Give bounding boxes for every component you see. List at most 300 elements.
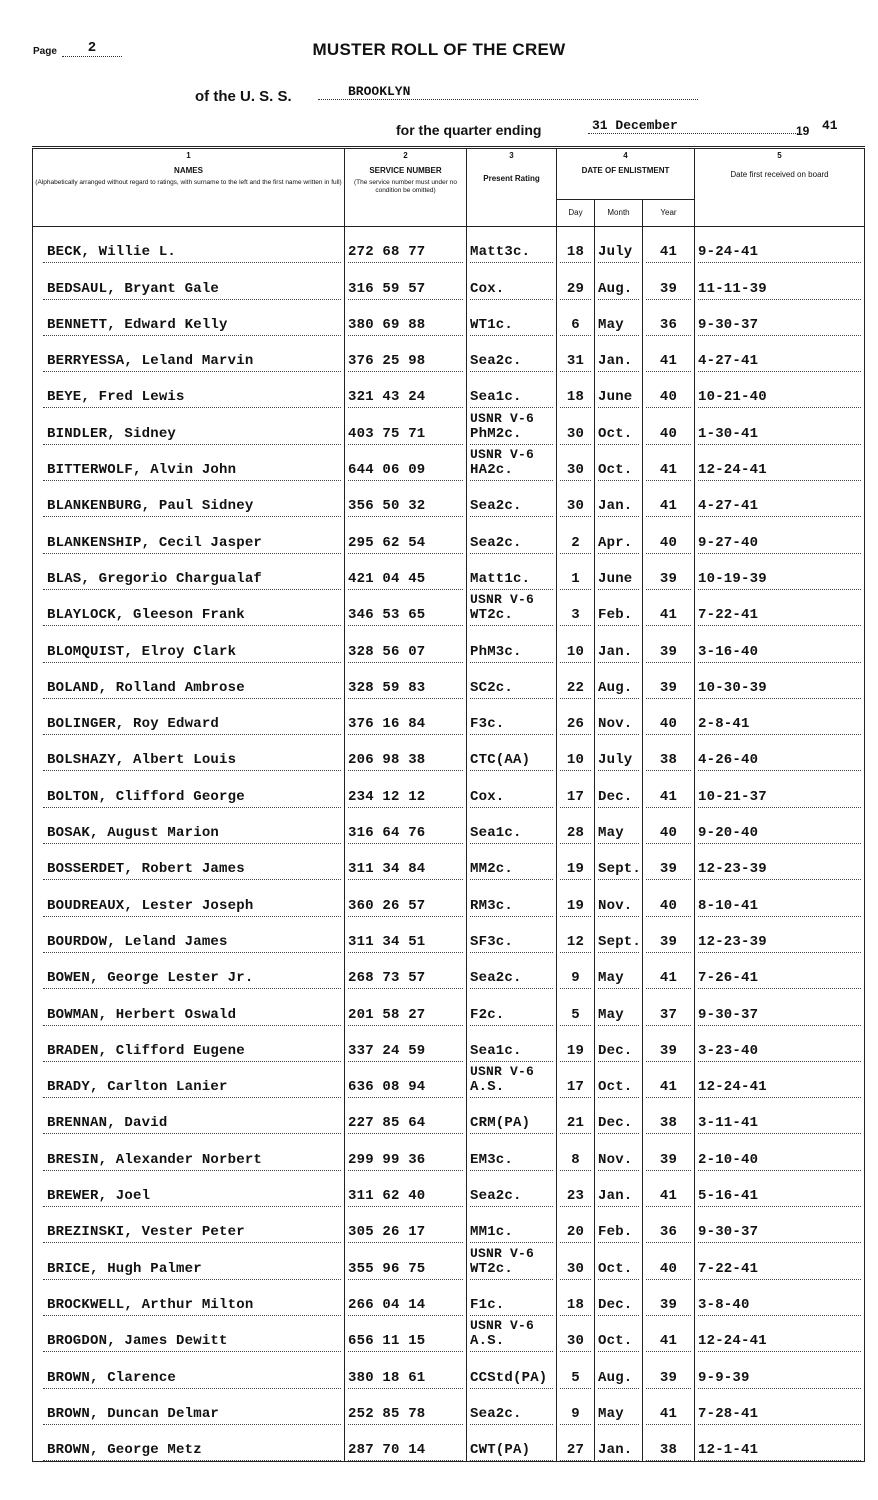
date-received xyxy=(698,1115,861,1134)
service-number-text: 321 43 24 xyxy=(348,389,426,406)
service-number-text: 656 11 15 xyxy=(348,1333,426,1350)
crew-name xyxy=(43,535,341,554)
enlist-day-text: 21 xyxy=(566,1115,585,1132)
present-rating-text: Matt1c. xyxy=(470,570,531,587)
present-rating-text: F3c. xyxy=(470,716,505,733)
enlist-day xyxy=(560,607,591,626)
enlist-year xyxy=(646,1079,691,1098)
enlist-month xyxy=(598,644,639,663)
crew-row xyxy=(33,408,865,444)
crew-name xyxy=(43,789,341,808)
enlist-day xyxy=(560,535,591,554)
present-rating-text: WT2c. xyxy=(470,607,514,624)
crew-name xyxy=(43,426,341,445)
enlist-year-text: 38 xyxy=(659,1442,678,1459)
enlist-year-text: 41 xyxy=(659,498,678,515)
crew-name xyxy=(43,1224,341,1243)
present-rating xyxy=(470,970,553,989)
received-header xyxy=(695,148,865,227)
crew-row xyxy=(33,1425,865,1462)
crew-row xyxy=(33,735,865,771)
crew-row xyxy=(33,590,865,626)
date-received xyxy=(698,1043,861,1062)
enlist-year-text: 41 xyxy=(659,353,678,370)
crew-row xyxy=(33,1171,865,1207)
crew-name xyxy=(43,680,341,699)
enlist-year xyxy=(646,1406,691,1425)
crew-name-text: BINDLER, Sidney xyxy=(47,425,177,442)
present-rating-text: SF3c. xyxy=(470,933,514,950)
enlist-month xyxy=(598,752,639,771)
enlist-month-text: Nov. xyxy=(598,716,633,733)
enlist-day-text: 22 xyxy=(566,679,585,696)
service-number xyxy=(348,244,463,263)
service-number-header xyxy=(345,148,467,227)
crew-row xyxy=(33,300,865,336)
enlist-year xyxy=(646,1442,691,1461)
enlist-day xyxy=(560,1115,591,1134)
date-received-text: 1-30-41 xyxy=(698,425,759,442)
date-received-text: 4-27-41 xyxy=(698,498,759,515)
enlist-month-text: Feb. xyxy=(598,1224,633,1241)
crew-name xyxy=(43,1152,341,1171)
enlist-day-text: 19 xyxy=(566,897,585,914)
crew-name xyxy=(43,1188,341,1207)
crew-name-text: BEDSAUL, Bryant Gale xyxy=(47,280,220,297)
crew-name xyxy=(43,1333,341,1352)
enlist-year-text: 41 xyxy=(659,244,678,261)
enlist-year-text: 39 xyxy=(659,1369,678,1386)
crew-name-text: BLAS, Gregorio Chargualaf xyxy=(47,570,263,587)
rating-header xyxy=(467,148,557,227)
enlist-day xyxy=(560,898,591,917)
crew-name xyxy=(43,1442,341,1461)
col3-number: 3 xyxy=(509,151,514,160)
enlist-year-text: 39 xyxy=(659,570,678,587)
enlist-month xyxy=(598,861,642,880)
present-rating xyxy=(470,498,553,517)
service-number-text: 206 98 38 xyxy=(348,752,426,769)
enlist-year xyxy=(646,535,691,554)
present-rating xyxy=(470,644,553,663)
crew-row xyxy=(33,517,865,553)
enlist-month-text: May xyxy=(598,1405,624,1422)
service-number-text: 252 85 78 xyxy=(348,1405,426,1422)
crew-name xyxy=(43,281,341,300)
present-rating xyxy=(470,825,553,844)
enlist-month-text: June xyxy=(598,389,633,406)
service-number xyxy=(348,1333,463,1352)
service-number xyxy=(348,898,463,917)
service-number-text: 376 25 98 xyxy=(348,353,426,370)
service-number-text: 328 59 83 xyxy=(348,679,426,696)
service-number xyxy=(348,426,463,445)
crew-row xyxy=(33,699,865,735)
enlist-month-text: Sept. xyxy=(598,933,642,950)
col5-title: Date first received on board xyxy=(730,170,829,180)
enlist-month-text: Dec. xyxy=(598,1042,633,1059)
enlist-year-text: 40 xyxy=(659,825,678,842)
enlist-month-text: Oct. xyxy=(598,425,633,442)
service-number-text: 644 06 09 xyxy=(348,462,426,479)
date-received xyxy=(698,1333,861,1352)
present-rating-text: SC2c. xyxy=(470,679,514,696)
date-received xyxy=(698,281,861,300)
crew-name-text: BROWN, Clarence xyxy=(47,1369,177,1386)
service-number-text: 287 70 14 xyxy=(348,1442,426,1459)
crew-row xyxy=(33,1389,865,1425)
enlist-month-text: Dec. xyxy=(598,788,633,805)
enlist-year xyxy=(646,1224,691,1243)
enlist-year xyxy=(646,1333,691,1352)
enlist-day-text: 9 xyxy=(571,970,580,987)
enlist-day xyxy=(560,353,591,372)
enlist-month xyxy=(598,1152,639,1171)
enlist-year xyxy=(646,825,691,844)
crew-name xyxy=(43,716,341,735)
enlist-day-text: 12 xyxy=(566,933,585,950)
enlist-day-text: 1 xyxy=(571,570,580,587)
crew-name-text: BLANKENBURG, Paul Sidney xyxy=(47,498,254,515)
crew-name-text: BOWMAN, Herbert Oswald xyxy=(47,1006,237,1023)
date-received xyxy=(698,861,861,880)
date-received-text: 9-30-37 xyxy=(698,1224,759,1241)
present-rating-text: Sea2c. xyxy=(470,1188,522,1205)
service-number-text: 636 08 94 xyxy=(348,1079,426,1096)
date-received-text: 12-23-39 xyxy=(698,861,767,878)
crew-name xyxy=(43,1007,341,1026)
col1-note: (Alphabetically arranged without regard to ratings, with surname to the left and the first name written in full) xyxy=(35,179,342,187)
date-received-text: 10-19-39 xyxy=(698,570,767,587)
enlist-month-text: Jan. xyxy=(598,498,633,515)
present-rating-text: Sea1c. xyxy=(470,389,522,406)
crew-row xyxy=(33,1098,865,1134)
names-header xyxy=(33,148,345,227)
enlist-year-text: 41 xyxy=(659,1405,678,1422)
col2-number: 2 xyxy=(403,151,408,160)
crew-name-text: BROWN, Duncan Delmar xyxy=(47,1405,220,1422)
date-received-text: 12-24-41 xyxy=(698,1079,767,1096)
service-number xyxy=(348,934,463,953)
service-number-text: 268 73 57 xyxy=(348,970,426,987)
service-number xyxy=(348,1406,463,1425)
crew-row xyxy=(33,917,865,953)
enlist-year xyxy=(646,970,691,989)
date-received-text: 9-24-41 xyxy=(698,244,759,261)
reserve-class: USNR V-6 xyxy=(470,592,535,608)
enlist-month xyxy=(598,1261,639,1280)
enlist-day xyxy=(560,1188,591,1207)
present-rating xyxy=(470,353,553,372)
enlist-day-text: 27 xyxy=(566,1442,585,1459)
enlist-month xyxy=(598,1370,639,1389)
service-number xyxy=(348,825,463,844)
enlist-day-text: 8 xyxy=(571,1151,580,1168)
date-received-text: 9-20-40 xyxy=(698,825,759,842)
date-received xyxy=(698,1406,861,1425)
crew-row xyxy=(33,771,865,807)
service-number-text: 346 53 65 xyxy=(348,607,426,624)
enlist-day-header: Day xyxy=(557,200,595,227)
enlist-year-text: 40 xyxy=(659,389,678,406)
present-rating-text: F1c. xyxy=(470,1296,505,1313)
present-rating-text: CWT(PA) xyxy=(470,1442,531,1459)
enlist-day-text: 3 xyxy=(571,607,580,624)
enlist-day-text: 6 xyxy=(571,316,580,333)
crew-name-text: BOLTON, Clifford George xyxy=(47,788,245,805)
enlist-month-text: Nov. xyxy=(598,897,633,914)
present-rating-text: MM1c. xyxy=(470,1224,514,1241)
reserve-class: USNR V-6 xyxy=(470,1064,535,1080)
enlist-month-text: Feb. xyxy=(598,607,633,624)
enlist-month xyxy=(598,1115,639,1134)
enlist-month xyxy=(598,571,639,590)
enlist-month-text: Aug. xyxy=(598,679,633,696)
enlist-day-text: 5 xyxy=(571,1006,580,1023)
crew-row xyxy=(33,1062,865,1098)
crew-name-text: BREZINSKI, Vester Peter xyxy=(47,1224,245,1241)
enlist-day-text: 18 xyxy=(566,1296,585,1313)
present-rating-text: CTC(AA) xyxy=(470,752,531,769)
enlist-month xyxy=(598,498,639,517)
date-received xyxy=(698,498,861,517)
date-received-text: 12-24-41 xyxy=(698,462,767,479)
enlist-year-text: 39 xyxy=(659,1151,678,1168)
enlist-month-text: July xyxy=(598,244,633,261)
enlist-year xyxy=(646,861,691,880)
crew-name-text: BRENNAN, David xyxy=(47,1115,168,1132)
enlist-year xyxy=(646,898,691,917)
present-rating xyxy=(470,592,553,626)
enlist-month xyxy=(598,535,639,554)
crew-name-text: BRADY, Carlton Lanier xyxy=(47,1079,228,1096)
date-received xyxy=(698,1261,861,1280)
enlist-day-text: 2 xyxy=(571,534,580,551)
reserve-class: USNR V-6 xyxy=(470,1245,535,1261)
enlist-month xyxy=(598,716,639,735)
enlist-day xyxy=(560,680,591,699)
quarter-year: 41 xyxy=(822,118,838,133)
date-received xyxy=(698,462,861,481)
enlist-year-text: 37 xyxy=(659,1006,678,1023)
enlist-year-text: 41 xyxy=(659,462,678,479)
service-number-text: 403 75 71 xyxy=(348,425,426,442)
date-received-text: 11-11-39 xyxy=(698,280,767,297)
enlist-year-text: 36 xyxy=(659,316,678,333)
crew-name-text: BROCKWELL, Arthur Milton xyxy=(47,1296,254,1313)
col4-number: 4 xyxy=(623,151,628,160)
date-received xyxy=(698,644,861,663)
present-rating-text: EM3c. xyxy=(470,1151,514,1168)
enlist-month xyxy=(598,426,639,445)
present-rating xyxy=(470,1245,553,1280)
crew-row xyxy=(33,1243,865,1279)
present-rating-text: Sea2c. xyxy=(470,534,522,551)
enlist-year xyxy=(646,426,691,445)
enlist-day xyxy=(560,462,591,481)
crew-row xyxy=(33,663,865,699)
enlist-month-text: Jan. xyxy=(598,1442,633,1459)
crew-row xyxy=(33,227,865,264)
date-received-text: 4-27-41 xyxy=(698,353,759,370)
crew-name xyxy=(43,389,341,408)
enlist-month-text: July xyxy=(598,752,633,769)
enlist-day-text: 10 xyxy=(566,643,585,660)
reserve-class: USNR V-6 xyxy=(470,410,535,426)
enlist-month-text: Sept. xyxy=(598,861,642,878)
crew-row xyxy=(33,336,865,372)
enlist-month xyxy=(598,825,639,844)
date-received xyxy=(698,680,861,699)
service-number xyxy=(348,1261,463,1280)
date-received-text: 2-8-41 xyxy=(698,716,750,733)
crew-name xyxy=(43,1297,341,1316)
crew-name xyxy=(43,644,341,663)
date-received xyxy=(698,353,861,372)
crew-row xyxy=(33,1026,865,1062)
enlist-month xyxy=(598,1188,639,1207)
enlistment-header xyxy=(557,148,695,200)
present-rating xyxy=(470,680,553,699)
muster-roll-table xyxy=(32,146,865,1462)
present-rating xyxy=(470,716,553,735)
service-number-text: 311 34 51 xyxy=(348,933,426,950)
enlist-day-text: 28 xyxy=(566,825,585,842)
enlist-day xyxy=(560,1406,591,1425)
enlist-day xyxy=(560,1043,591,1062)
present-rating xyxy=(470,535,553,554)
enlist-month xyxy=(598,898,639,917)
crew-name-text: BOWEN, George Lester Jr. xyxy=(47,970,254,987)
crew-row xyxy=(33,953,865,989)
enlist-month xyxy=(598,680,639,699)
service-number-text: 234 12 12 xyxy=(348,788,426,805)
enlist-year xyxy=(646,752,691,771)
enlist-day xyxy=(560,789,591,808)
enlist-day xyxy=(560,1261,591,1280)
crew-name-text: BREWER, Joel xyxy=(47,1188,151,1205)
present-rating-text: PhM2c. xyxy=(470,425,522,442)
enlist-year xyxy=(646,789,691,808)
present-rating-text: Matt3c. xyxy=(470,244,531,261)
service-number xyxy=(348,1007,463,1026)
date-received-text: 9-30-37 xyxy=(698,316,759,333)
present-rating-text: Cox. xyxy=(470,788,505,805)
service-number xyxy=(348,970,463,989)
enlist-month-text: Oct. xyxy=(598,1079,633,1096)
crew-name xyxy=(43,462,341,481)
crew-name xyxy=(43,1079,341,1098)
enlist-day-text: 30 xyxy=(566,498,585,515)
reserve-class: USNR V-6 xyxy=(470,447,535,463)
enlist-year xyxy=(646,1152,691,1171)
present-rating xyxy=(470,789,553,808)
enlist-month-header: Month xyxy=(595,200,643,227)
quarter-year-prefix: 19 xyxy=(796,124,810,138)
crew-name xyxy=(43,1261,341,1280)
date-received-text: 3-16-40 xyxy=(698,643,759,660)
service-number-text: 337 24 59 xyxy=(348,1042,426,1059)
service-number xyxy=(348,1079,463,1098)
enlist-month xyxy=(598,789,639,808)
enlist-month-text: Oct. xyxy=(598,1333,633,1350)
enlist-day-text: 26 xyxy=(566,716,585,733)
enlist-month-text: Dec. xyxy=(598,1115,633,1132)
enlist-month-text: Aug. xyxy=(598,1369,633,1386)
enlist-day xyxy=(560,281,591,300)
enlist-month-text: Oct. xyxy=(598,1260,633,1277)
crew-name xyxy=(43,498,341,517)
date-received-text: 5-16-41 xyxy=(698,1188,759,1205)
col5-number: 5 xyxy=(777,151,782,160)
service-number-text: 316 64 76 xyxy=(348,825,426,842)
enlist-month-text: Nov. xyxy=(598,1151,633,1168)
enlist-day-text: 10 xyxy=(566,752,585,769)
present-rating-text: Sea2c. xyxy=(470,498,522,515)
enlist-month-text: May xyxy=(598,970,624,987)
enlist-year-text: 41 xyxy=(659,788,678,805)
enlist-year xyxy=(646,244,691,263)
service-number xyxy=(348,1115,463,1134)
enlist-month xyxy=(598,389,639,408)
date-received xyxy=(698,317,861,336)
enlist-year-text: 41 xyxy=(659,1333,678,1350)
date-received xyxy=(698,825,861,844)
date-received-text: 7-22-41 xyxy=(698,1260,759,1277)
crew-name-text: BRESIN, Alexander Norbert xyxy=(47,1151,263,1168)
enlist-year xyxy=(646,644,691,663)
quarter-label: for the quarter ending xyxy=(396,122,542,138)
service-number-text: 299 99 36 xyxy=(348,1151,426,1168)
present-rating-text: PhM3c. xyxy=(470,643,522,660)
service-number-text: 201 58 27 xyxy=(348,1006,426,1023)
enlist-day xyxy=(560,861,591,880)
enlist-day xyxy=(560,498,591,517)
enlist-day xyxy=(560,752,591,771)
service-number xyxy=(348,716,463,735)
crew-row xyxy=(33,626,865,662)
enlist-year xyxy=(646,1188,691,1207)
crew-row xyxy=(33,554,865,590)
date-received xyxy=(698,1152,861,1171)
date-received xyxy=(698,752,861,771)
crew-name-text: BOSAK, August Marion xyxy=(47,825,220,842)
service-number-text: 311 34 84 xyxy=(348,861,426,878)
crew-row xyxy=(33,372,865,408)
enlist-year xyxy=(646,1007,691,1026)
col2-title: SERVICE NUMBER xyxy=(369,166,442,176)
date-received-text: 12-1-41 xyxy=(698,1442,759,1459)
enlist-year xyxy=(646,680,691,699)
enlist-year xyxy=(646,1370,691,1389)
crew-name xyxy=(43,752,341,771)
date-received-text: 7-26-41 xyxy=(698,970,759,987)
present-rating xyxy=(470,281,553,300)
service-number-text: 311 62 40 xyxy=(348,1188,426,1205)
date-received-text: 7-22-41 xyxy=(698,607,759,624)
present-rating xyxy=(470,1152,553,1171)
col1-number: 1 xyxy=(186,151,191,160)
enlist-year-header: Year xyxy=(643,200,695,227)
present-rating xyxy=(470,1297,553,1316)
enlist-year-text: 39 xyxy=(659,861,678,878)
enlist-year xyxy=(646,462,691,481)
service-number-text: 355 96 75 xyxy=(348,1260,426,1277)
crew-row xyxy=(33,989,865,1025)
date-received xyxy=(698,426,861,445)
crew-name-text: BLOMQUIST, Elroy Clark xyxy=(47,643,237,660)
service-number xyxy=(348,281,463,300)
